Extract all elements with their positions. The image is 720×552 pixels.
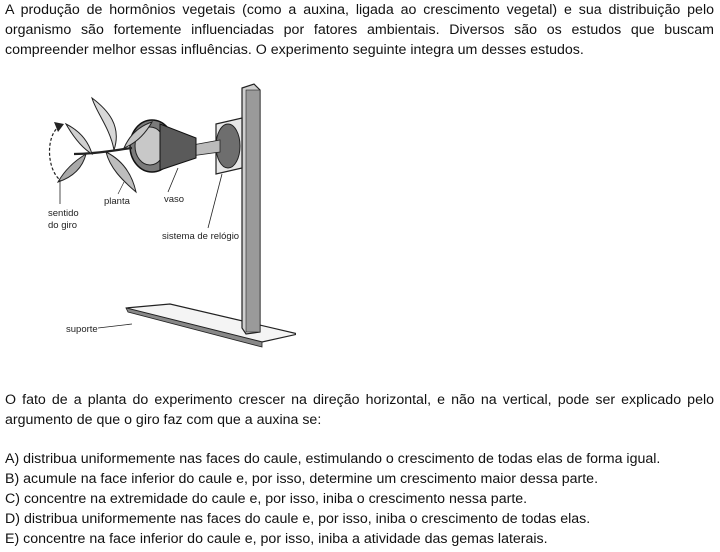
option-letter: D)	[5, 511, 20, 527]
klinostat-illustration	[36, 82, 296, 362]
clock-leader	[208, 174, 222, 228]
support-base	[126, 304, 296, 342]
option-text: acumule na face inferior do caule e, por isso, determine um crescimento maior dessa parte.	[23, 471, 599, 487]
plant-leaf	[66, 124, 92, 154]
intro-paragraph: A produção de hormônios vegetais (como a auxina, ligada ao crescimento vegetal) e sua distribuição pelo organismo são fortemente influenciadas por fatores ambientais. Diversos são os estudos que buscam compreender melhor essas influências. O experimento seguinte integra um desses estudos.	[5, 2, 714, 58]
rotation-arrow	[50, 126, 61, 180]
rotation-label-line1: sentido	[48, 208, 79, 219]
plant-leaf	[58, 154, 86, 182]
clock-system-label: sistema de relógio	[162, 231, 240, 242]
experiment-figure	[36, 82, 296, 362]
question-paragraph: O fato de a planta do experimento crescer na direção horizontal, e não na vertical, pode ser explicado pelo argumento de que o giro faz com que a auxina se:	[5, 392, 714, 428]
option-b[interactable]	[5, 469, 714, 489]
pot-label: vaso	[164, 194, 185, 205]
plant-leader	[118, 182, 124, 194]
option-e[interactable]	[5, 529, 714, 549]
option-c[interactable]	[5, 489, 714, 509]
plant-label: planta	[104, 196, 130, 207]
option-a[interactable]	[5, 449, 714, 469]
support-column-face	[246, 90, 260, 332]
option-text: distribua uniformemente nas faces do caule, estimulando o crescimento de todas elas de forma igual.	[23, 451, 661, 467]
option-letter: E)	[5, 531, 20, 547]
option-letter: C)	[5, 491, 20, 507]
plant-stem	[74, 148, 132, 154]
option-letter: B)	[5, 471, 20, 487]
plant-leaf	[106, 152, 136, 192]
support-label: suporte	[66, 324, 98, 335]
option-d[interactable]	[5, 509, 714, 529]
plant-leaf	[92, 98, 116, 150]
option-letter: A)	[5, 451, 20, 467]
answer-options	[5, 449, 714, 549]
pot-leader	[168, 168, 178, 192]
pot-body	[160, 124, 196, 170]
option-text: concentre na face inferior do caule e, por isso, iniba a atividade das gemas laterais.	[23, 531, 548, 547]
option-text: concentre na extremidade do caule e, por isso, iniba o crescimento nessa parte.	[23, 491, 528, 507]
support-leader	[98, 324, 132, 328]
option-text: distribua uniformemente nas faces do caule e, por isso, iniba o crescimento de todas elas.	[23, 511, 591, 527]
rotation-label-line2: do giro	[48, 220, 78, 231]
